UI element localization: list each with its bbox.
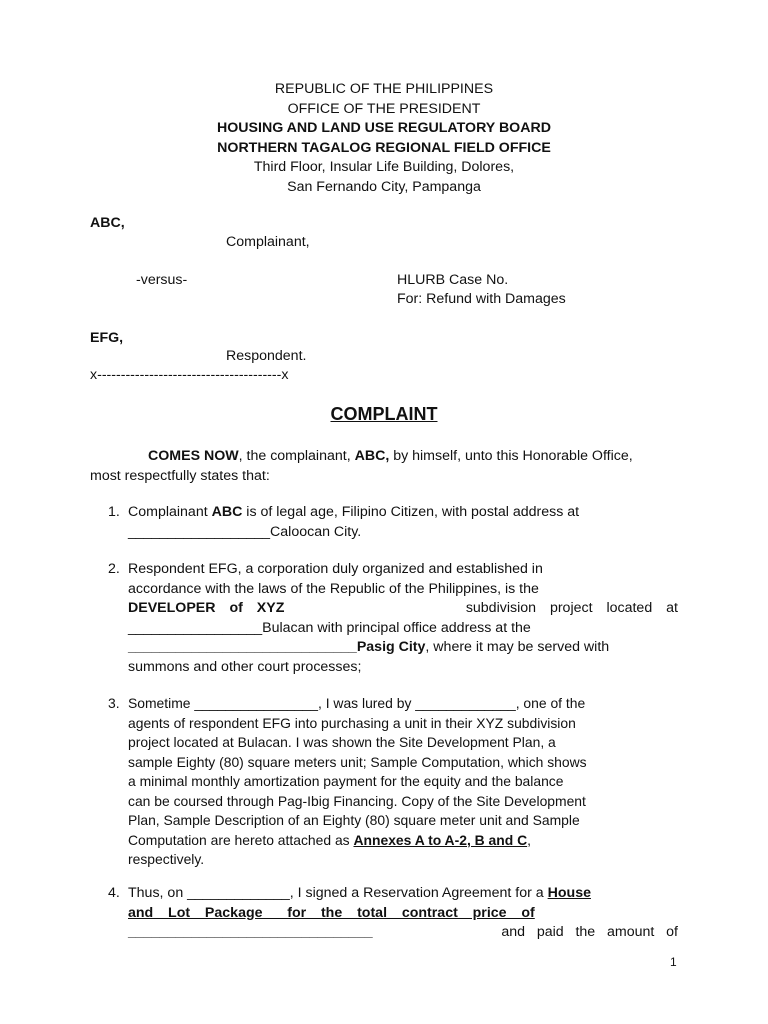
item-2-line-3 — [128, 599, 678, 619]
item-number: 3. — [108, 695, 120, 711]
item-3-line-2: agents of respondent EFG into purchasing a unit in their XYZ subdivision — [128, 714, 576, 731]
case-for-label: For: Refund with Damages — [397, 291, 566, 307]
intro-line-1 — [90, 447, 678, 467]
item-3-annexes: Annexes A to A-2, B and C — [353, 831, 528, 848]
item-4-price-blank: _______________________________ — [128, 924, 373, 940]
item-2-line-6: summons and other court processes; — [128, 658, 362, 675]
item-4-line-3 — [128, 923, 678, 943]
intro-comes-now: COMES NOW — [148, 448, 239, 464]
item-4-house: House — [547, 885, 591, 901]
item-3-line-4: sample Eighty (80) square meters unit; Sample Computation, which shows — [128, 753, 587, 770]
header-board: HOUSING AND LAND USE REGULATORY BOARD — [217, 120, 551, 136]
header-republic: REPUBLIC OF THE PHILIPPINES — [274, 81, 494, 97]
respondent-role: Respondent. — [226, 348, 307, 364]
item-1-text-a: Complainant — [128, 504, 212, 520]
page-number: 1 — [670, 955, 677, 969]
complainant-role: Complainant, — [226, 234, 310, 250]
item-number: 1. — [108, 504, 120, 520]
header-address-2: San Fernando City, Pampanga — [287, 178, 481, 195]
item-3-line-1: Sometime ________________, I was lured by _____________, one of the — [128, 695, 586, 711]
complainant-name: ABC, — [90, 215, 125, 231]
header-regional-office: NORTHERN TAGALOG REGIONAL FIELD OFFICE — [217, 139, 551, 156]
document-title: COMPLAINT — [330, 404, 438, 424]
item-1-abc: ABC — [211, 504, 243, 520]
item-2-line-5 — [128, 638, 678, 658]
header-office: OFFICE OF THE PRESIDENT — [287, 100, 481, 117]
item-1-line-1 — [128, 503, 678, 523]
intro-line-2: most respectfully states that: — [90, 467, 270, 484]
document-header — [0, 80, 768, 197]
caption-separator: x---------------------------------------x — [90, 367, 289, 383]
item-4-text-paid: and paid the amount of — [501, 924, 678, 940]
item-3-line-3: project located at Bulacan. I was shown the Site Development Plan, a — [128, 734, 556, 750]
case-number-label: HLURB Case No. — [397, 272, 509, 288]
intro-text-2: by himself, unto this Honorable Office, — [389, 448, 633, 464]
item-2-line-2: accordance with the laws of the Republic of the Philippines, is the — [128, 580, 539, 597]
item-1-line-2: __________________Caloocan City. — [128, 523, 362, 540]
list-item-3 — [108, 694, 678, 870]
item-2-text-served: , where it may be served with — [425, 639, 610, 655]
item-2-text-located: subdivision project located at — [465, 600, 678, 616]
intro-paragraph — [90, 447, 678, 486]
item-3-line-5: a minimal monthly amortization payment for the equity and the balance — [128, 773, 564, 789]
item-4-text-reservation: Thus, on _____________, I signed a Reservation Agreement for a — [128, 885, 548, 901]
item-3-line-6: can be coursed through Pag-Ibig Financing. Copy of the Site Development — [128, 792, 586, 809]
item-2-line-1: Respondent EFG, a corporation duly organized and established in — [128, 561, 543, 577]
list-item-2 — [108, 560, 678, 677]
item-3-line-8 — [128, 831, 678, 851]
respondent-name: EFG, — [90, 330, 124, 346]
item-3-text-attached: Computation are hereto attached as — [128, 831, 354, 848]
item-3-line-7: Plan, Sample Description of an Eighty (80) square meter unit and Sample — [128, 812, 580, 828]
intro-text-1: , the complainant, — [238, 448, 355, 464]
item-1-text-b: is of legal age, Filipino Citizen, with postal address at — [242, 504, 580, 520]
item-2-pasig: _____________________________Pasig City — [128, 639, 426, 655]
list-item-1 — [108, 503, 678, 542]
versus-label: -versus- — [136, 272, 188, 288]
item-3-comma: , — [527, 831, 531, 848]
list-item-4 — [108, 884, 678, 943]
item-4-line-2: and Lot Package for the total contract price of — [128, 904, 535, 921]
item-number: 4. — [108, 885, 120, 901]
item-2-developer: DEVELOPER of XYZ — [128, 600, 285, 616]
item-number: 2. — [108, 561, 120, 577]
item-4-line-1 — [128, 884, 678, 904]
header-address-1: Third Floor, Insular Life Building, Dolores, — [253, 159, 515, 175]
intro-abc: ABC, — [354, 448, 390, 464]
item-3-line-9: respectively. — [128, 851, 205, 867]
item-2-line-4: _________________Bulacan with principal office address at the — [128, 619, 531, 636]
